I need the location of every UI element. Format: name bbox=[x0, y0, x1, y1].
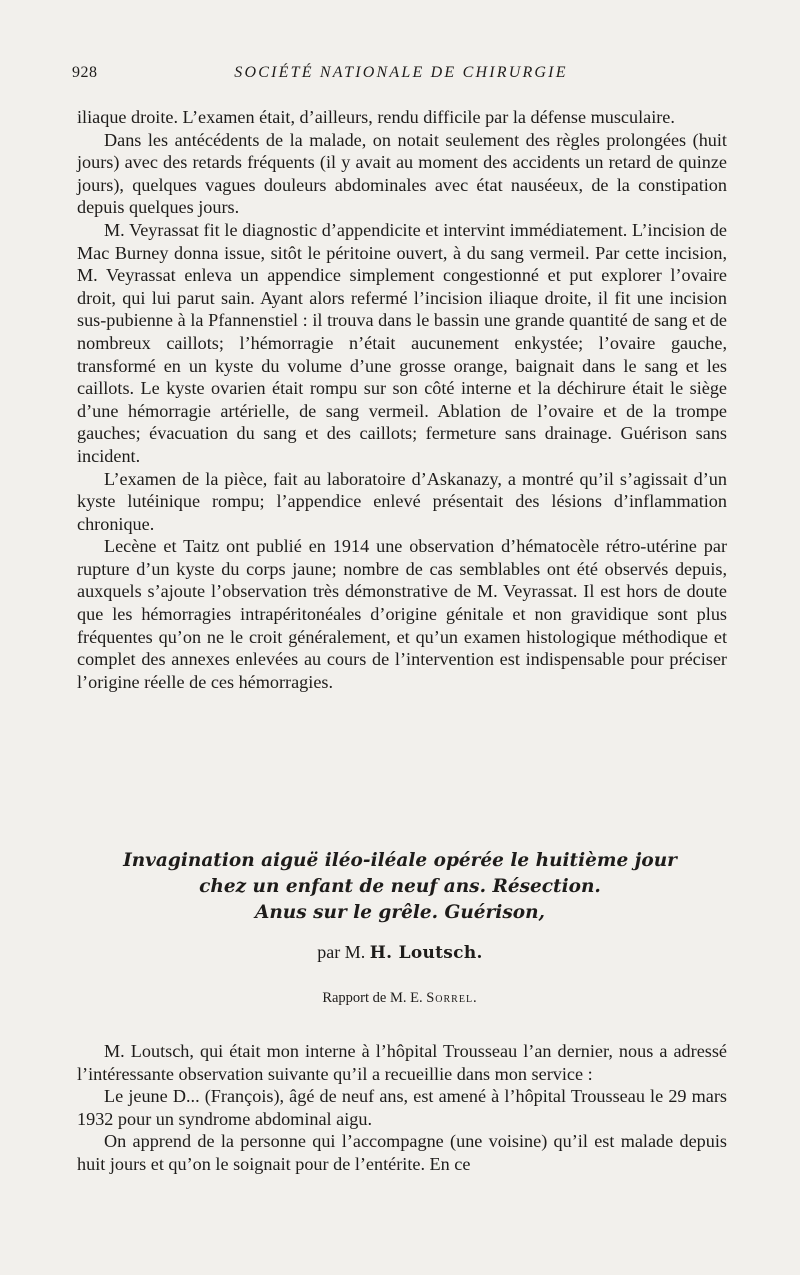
page-number: 928 bbox=[72, 64, 98, 81]
article-title-line: Invagination aiguë iléo-iléale opérée le huitième jour bbox=[123, 850, 677, 871]
article-title-line: Anus sur le grêle. Guérison, bbox=[255, 902, 545, 923]
author-prefix: par M. bbox=[317, 942, 366, 962]
paragraph: On apprend de la personne qui l’accompagne (une voisine) qu’il est malade depuis huit jours et qu’on le soignait pour de l’entérite. En ce bbox=[77, 1131, 727, 1174]
second-article-text bbox=[77, 1040, 727, 1176]
paragraph: Le jeune D... (François), âgé de neuf ans, est amené à l’hôpital Trousseau le 29 mars 1932 pour un syndrome abdominal aigu. bbox=[77, 1086, 727, 1129]
first-article-text bbox=[77, 106, 727, 693]
reporter-name: Sorrel. bbox=[426, 990, 478, 1006]
article-title bbox=[80, 848, 720, 926]
paragraph: Lecène et Taitz ont publié en 1914 une observation d’hématocèle rétro-utérine par rupture d’un kyste du corps jaune; nombre de cas semblables ont été observés depuis, auxquels s’ajoute l’observation très démonstrative de M. Veyrassat. Il est hors de doute que les hémorragies intrapéritonéales d’origine génitale et non gravidique sont plus fréquentes qu’on ne le croit généralement, et qu’un examen histologique méthodique et complet des annexes enlevées au cours de l’intervention est indispensable pour préciser l’origine réelle de ces hémorragies. bbox=[77, 536, 727, 692]
paragraph: M. Loutsch, qui était mon interne à l’hôpital Trousseau l’an dernier, nous a adressé l’intéressante observation suivante qu’il a recueillie dans mon service : bbox=[77, 1041, 727, 1084]
paragraph: Dans les antécédents de la malade, on notait seulement des règles prolongées (huit jours) avec des retards fréquents (il y avait au moment des accidents un retard de quinze jours), quelques vagues douleurs abdominales avec état nauséeux, de la constipation depuis quelques jours. bbox=[77, 129, 727, 218]
paragraph: M. Veyrassat fit le diagnostic d’appendicite et intervint immédiatement. L’incision de Mac Burney donna issue, sitôt le péritoine ouvert, à du sang vermeil. Par cette incision, M. Veyrassat enleva un appendice simplement congestionné et put explorer l’ovaire droit, qui lui parut sain. Ayant alors refermé l’incision iliaque droite, il fit une incision sus-pubienne à la Pfannenstiel : il trouva dans le bassin une grande quantité de sang et de nombreux caillots; l’hémorragie n’était aucunement enkystée; l’ovaire gauche, transformé en un kyste du volume d’une grosse orange, baignait dans le sang et les caillots. Le kyste ovarien était rompu sur son côté interne et la déchirure était le siège d’une hémorragie artérielle, de sang vermeil. Ablation de l’ovaire et de la trompe gauches; évacuation du sang et des caillots; fermeture sans drainage. Guérison sans incident. bbox=[77, 219, 727, 466]
author-line bbox=[0, 942, 800, 963]
paragraph: L’examen de la pièce, fait au laboratoire d’Askanazy, a montré qu’il s’agissait d’un kyste lutéinique rompu; l’appendice enlevé présentait des lésions d’inflammation chronique. bbox=[77, 468, 727, 534]
article-title-line: chez un enfant de neuf ans. Résection. bbox=[199, 876, 601, 897]
paragraph: iliaque droite. L’examen était, d’ailleurs, rendu difficile par la défense musculaire. bbox=[77, 107, 675, 127]
journal-title: SOCIÉTÉ NATIONALE DE CHIRURGIE bbox=[234, 64, 568, 81]
running-header bbox=[72, 64, 730, 86]
report-prefix: Rapport de M. E. bbox=[322, 990, 423, 1006]
author-name: H. Loutsch. bbox=[369, 943, 483, 963]
report-line bbox=[0, 990, 800, 1007]
